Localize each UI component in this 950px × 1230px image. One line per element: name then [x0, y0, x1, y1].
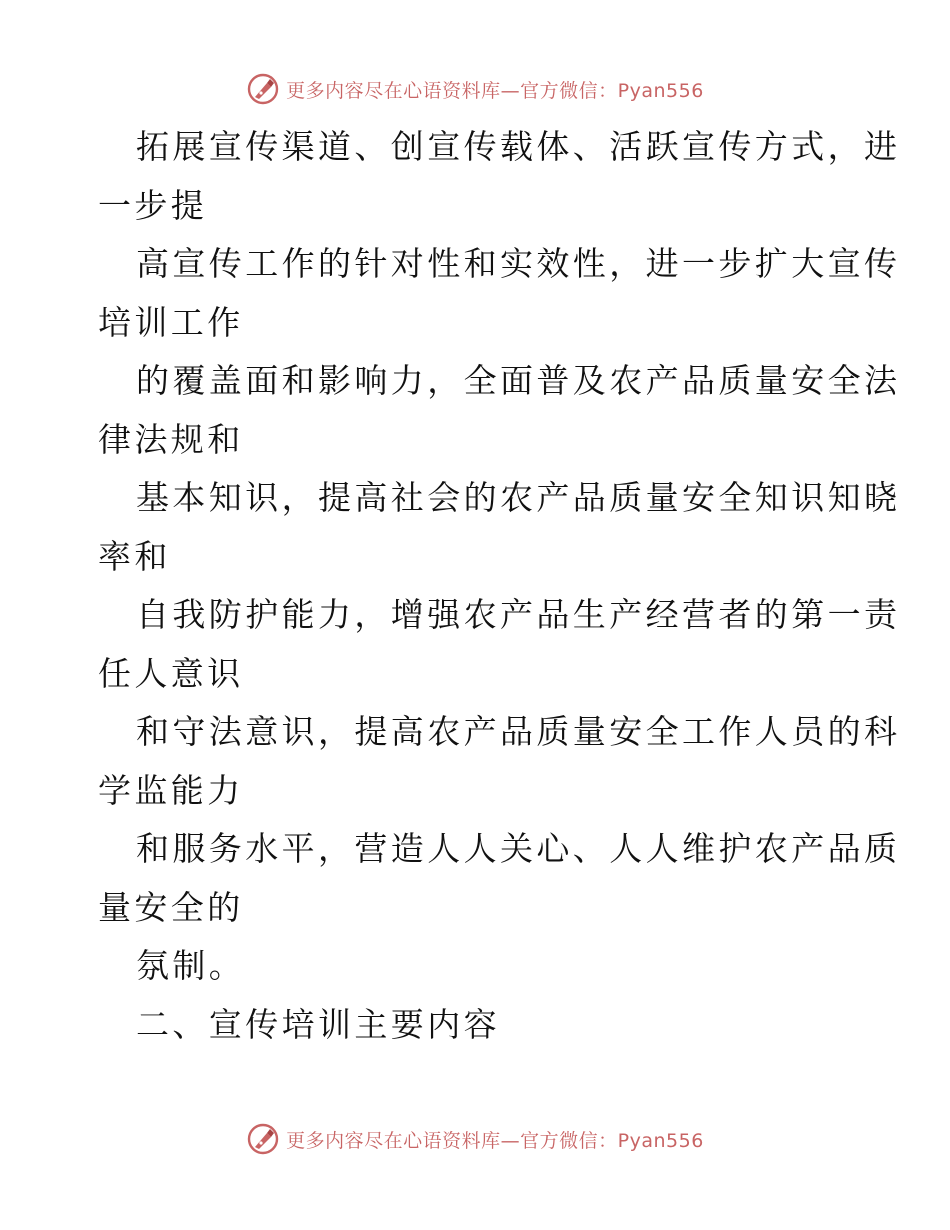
text-line: 培训工作 — [98, 302, 244, 342]
footer-watermark — [0, 1122, 950, 1156]
text-line: 氛制。 — [136, 946, 246, 985]
text-line: 的覆盖面和影响力，全面普及农产品质量安全法 — [136, 361, 901, 400]
text-line: 高宣传工作的针对性和实效性，进一步扩大宣传 — [136, 244, 901, 283]
text-line: 学监能力 — [98, 770, 244, 810]
text-line: 率和 — [98, 536, 171, 576]
watermark-text: 更多内容尽在心语资料库—官方微信：Pyan556 — [286, 79, 704, 102]
pen-nib-seal-icon — [246, 72, 280, 106]
text-line: 拓展宣传渠道、创宣传载体、活跃宣传方式，进 — [136, 127, 901, 166]
text-line: 一步提 — [98, 185, 208, 225]
document-body — [98, 118, 901, 1054]
section-heading: 二、宣传培训主要内容 — [136, 1004, 500, 1044]
watermark-text: 更多内容尽在心语资料库—官方微信：Pyan556 — [286, 1129, 704, 1152]
text-line: 律法规和 — [98, 419, 244, 459]
text-line: 任人意识 — [98, 653, 244, 693]
text-line: 和服务水平，营造人人关心、人人维护农产品质 — [136, 829, 901, 868]
text-line: 和守法意识，提高农产品质量安全工作人员的科 — [136, 712, 901, 751]
text-line: 自我防护能力，增强农产品生产经营者的第一责 — [136, 595, 901, 634]
pen-nib-seal-icon — [246, 1122, 280, 1156]
header-watermark — [0, 72, 950, 106]
text-line: 基本知识，提高社会的农产品质量安全知识知晓 — [136, 478, 901, 517]
text-line: 量安全的 — [98, 887, 244, 927]
